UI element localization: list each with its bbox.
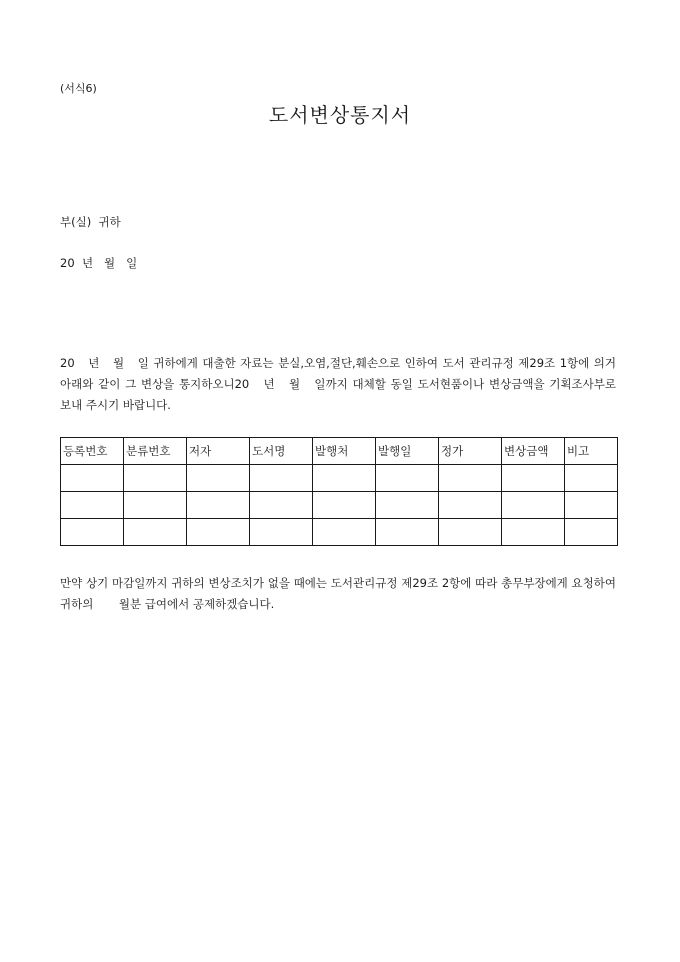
table-cell [250,465,313,492]
closing-paragraph: 만약 상기 마감일까지 귀하의 변상조치가 없을 때에는 도서관리규정 제29조 2항에 따라 총무부장에게 요청하여 귀하의 월분 급여에서 공제하겠습니다. [60,576,620,611]
table-cell [439,519,502,546]
table-header-row [61,438,618,465]
table-cell [61,465,124,492]
table-cell [502,465,565,492]
table-cell [187,492,250,519]
table-cell [313,465,376,492]
table-cell [250,519,313,546]
header-author: 저자 [187,438,250,465]
table-cell [502,519,565,546]
table-cell [124,465,187,492]
document-title: 도서변상통지서 [268,103,412,127]
notice-body-paragraph: 20 년 월 일 귀하에게 대출한 자료는 분실,오염,절단,훼손으로 인하여 도서 관리규정 제29조 1항에 의거 아래와 같이 그 변상을 통지하오니20 년 월 일까지 대체할 동일 도서현품이나 변상금액을 기획조사부로 보내 주시기 바랍니다. [60,356,620,412]
header-list-price: 정가 [439,438,502,465]
header-book-title: 도서명 [250,438,313,465]
date-line: 20 년 월 일 [60,256,138,270]
table-cell [502,492,565,519]
table-cell [250,492,313,519]
compensation-items-table [60,437,618,546]
header-publisher: 발행처 [313,438,376,465]
table-row [61,492,618,519]
header-registration-number: 등록번호 [61,438,124,465]
header-compensation-amount: 변상금액 [502,438,565,465]
addressee-line: 부(실) 귀하 [60,215,121,229]
table-row [61,519,618,546]
table-cell [313,519,376,546]
table-cell [439,465,502,492]
header-classification-number: 분류번호 [124,438,187,465]
table-cell [565,519,618,546]
header-publication-date: 발행일 [376,438,439,465]
table-cell [565,465,618,492]
table-cell [187,519,250,546]
form-number: (서식6) [60,82,97,95]
table-cell [376,465,439,492]
table-cell [376,519,439,546]
table-cell [124,519,187,546]
header-remarks: 비고 [565,438,618,465]
table-cell [61,492,124,519]
table-cell [61,519,124,546]
table-cell [313,492,376,519]
table-cell [124,492,187,519]
table-cell [187,465,250,492]
table-cell [565,492,618,519]
table-cell [376,492,439,519]
table-cell [439,492,502,519]
table-row [61,465,618,492]
